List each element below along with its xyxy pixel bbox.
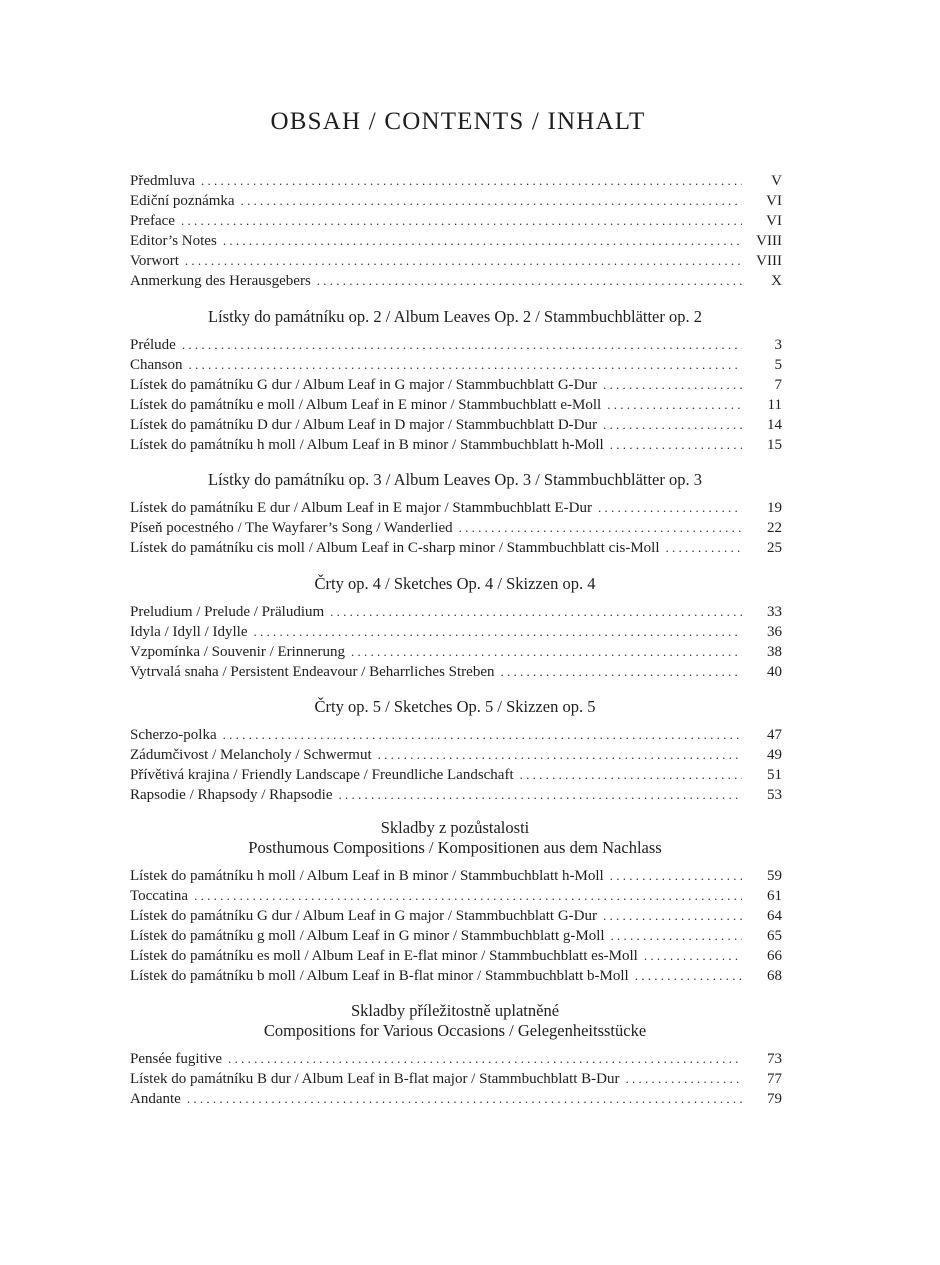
toc-page-number: 66 — [767, 948, 782, 964]
toc-entry — [130, 251, 782, 271]
dot-leader — [635, 966, 742, 986]
toc-entry — [130, 926, 782, 946]
toc-entry-title: Pensée fugitive — [130, 1051, 223, 1067]
toc-entry-title: Andante — [130, 1091, 181, 1107]
toc-entry-title: Píseň pocestného / The Wayfarer’s Song / Wanderlied — [130, 520, 453, 536]
toc-page-number: 25 — [767, 540, 782, 556]
toc-entry-title: Lístek do památníku B dur / Album Leaf in B-flat major / Stammbuchblatt B-Dur — [130, 1071, 620, 1087]
toc-entry-title: Předmluva — [130, 173, 195, 189]
toc-entry-title: Přívětivá krajina / Friendly Landscape / Freundliche Landschaft — [130, 767, 514, 783]
toc-page-number: 15 — [767, 437, 782, 453]
toc-page-number: X — [771, 273, 782, 289]
dot-leader — [610, 866, 742, 886]
toc-entry-title: Scherzo-polka — [130, 727, 217, 743]
toc-page-number: 73 — [767, 1051, 782, 1067]
section-heading-line: Compositions for Various Occasions / Gelegenheitsstücke — [263, 1021, 647, 1040]
toc-entry — [130, 662, 782, 682]
dot-leader — [223, 231, 742, 251]
section-heading-line: Črty op. 4 / Sketches Op. 4 / Skizzen op. 4 — [314, 574, 596, 593]
toc-page-number: 79 — [767, 1091, 782, 1107]
toc-entry-title: Preludium / Prelude / Präludium — [130, 604, 325, 620]
section-heading-line: Posthumous Compositions / Kompositionen aus dem Nachlass — [248, 838, 662, 857]
toc-entry — [130, 355, 782, 375]
toc-entry-title: Lístek do památníku cis moll / Album Leaf in C-sharp minor / Stammbuchblatt cis-Moll — [130, 540, 660, 556]
toc-entry — [130, 395, 782, 415]
dot-leader — [611, 926, 742, 946]
section-heading — [0, 1001, 910, 1041]
section-heading — [0, 574, 910, 594]
dot-leader — [182, 335, 742, 355]
dot-leader — [241, 191, 742, 211]
toc-entry-title: Lístek do památníku D dur / Album Leaf in D major / Stammbuchblatt D-Dur — [130, 417, 597, 433]
toc-page-number: 38 — [767, 644, 782, 660]
dot-leader — [351, 642, 742, 662]
toc-entry-title: Vorwort — [130, 253, 179, 269]
section-heading — [0, 818, 910, 858]
dot-leader — [185, 251, 742, 271]
dot-leader — [189, 355, 743, 375]
section-entry-list — [130, 498, 782, 558]
toc-entry-title: Idyla / Idyll / Idylle — [130, 624, 248, 640]
dot-leader — [317, 271, 742, 291]
toc-entry — [130, 642, 782, 662]
dot-leader — [598, 498, 742, 518]
toc-entry — [130, 518, 782, 538]
toc-entry-title: Rapsodie / Rhapsody / Rhapsodie — [130, 787, 333, 803]
toc-page-number: 11 — [767, 397, 782, 413]
toc-entry — [130, 906, 782, 926]
toc-entry-title: Lístek do památníku G dur / Album Leaf in G major / Stammbuchblatt G-Dur — [130, 377, 597, 393]
toc-page-number: 19 — [767, 500, 782, 516]
toc-page-number: 49 — [767, 747, 782, 763]
section-entry-list — [130, 725, 782, 805]
toc-entry — [130, 1089, 782, 1109]
toc-entry-title: Lístek do památníku h moll / Album Leaf in B minor / Stammbuchblatt h-Moll — [130, 868, 604, 884]
dot-leader — [339, 785, 743, 805]
toc-entry — [130, 866, 782, 886]
front-matter-list — [130, 171, 782, 291]
section-heading-line: Lístky do památníku op. 2 / Album Leaves Op. 2 / Stammbuchblätter op. 2 — [207, 307, 703, 326]
toc-entry — [130, 1049, 782, 1069]
toc-page-number: 14 — [767, 417, 782, 433]
toc-page-number: 53 — [767, 787, 782, 803]
toc-page-number: 5 — [774, 357, 782, 373]
toc-page-number: VI — [766, 213, 782, 229]
toc-page-number: 65 — [767, 928, 782, 944]
toc-entry-title: Zádumčivost / Melancholy / Schwermut — [130, 747, 372, 763]
toc-entry — [130, 271, 782, 291]
dot-leader — [626, 1069, 743, 1089]
section-heading — [0, 307, 910, 327]
toc-entry-title: Preface — [130, 213, 175, 229]
dot-leader — [181, 211, 742, 231]
toc-page-number: 59 — [767, 868, 782, 884]
dot-leader — [603, 375, 742, 395]
toc-page-number: VI — [766, 193, 782, 209]
toc-page-number: 22 — [767, 520, 782, 536]
toc-page-number: 61 — [767, 888, 782, 904]
toc-page-number: VIII — [756, 233, 782, 249]
toc-page-number: V — [771, 173, 782, 189]
dot-leader — [500, 662, 742, 682]
dot-leader — [610, 435, 742, 455]
dot-leader — [330, 602, 742, 622]
toc-entry — [130, 335, 782, 355]
toc-entry — [130, 966, 782, 986]
section-heading — [0, 470, 910, 490]
dot-leader — [378, 745, 742, 765]
toc-page-number: VIII — [756, 253, 782, 269]
dot-leader — [520, 765, 742, 785]
toc-page-number: 3 — [774, 337, 782, 353]
dot-leader — [223, 725, 742, 745]
section-entry-list — [130, 602, 782, 682]
dot-leader — [459, 518, 742, 538]
toc-page-number: 64 — [767, 908, 782, 924]
dot-leader — [607, 395, 742, 415]
toc-page-number: 33 — [767, 604, 782, 620]
toc-entry — [130, 785, 782, 805]
toc-entry — [130, 435, 782, 455]
dot-leader — [253, 622, 742, 642]
toc-page-number: 77 — [767, 1071, 782, 1087]
toc-entry — [130, 375, 782, 395]
toc-entry — [130, 946, 782, 966]
toc-entry-title: Lístek do památníku b moll / Album Leaf in B-flat minor / Stammbuchblatt b-Moll — [130, 968, 629, 984]
toc-entry-title: Vzpomínka / Souvenir / Erinnerung — [130, 644, 345, 660]
toc-page-number: 36 — [767, 624, 782, 640]
toc-entry-title: Lístek do památníku es moll / Album Leaf in E-flat minor / Stammbuchblatt es-Moll — [130, 948, 638, 964]
section-entry-list — [130, 335, 782, 455]
toc-entry — [130, 191, 782, 211]
toc-entry — [130, 498, 782, 518]
dot-leader — [644, 946, 742, 966]
section-entry-list — [130, 866, 782, 986]
toc-entry-title: Ediční poznámka — [130, 193, 235, 209]
toc-entry — [130, 602, 782, 622]
section-entry-list — [130, 1049, 782, 1109]
toc-entry — [130, 211, 782, 231]
section-heading-line: Skladby příležitostně uplatněné — [350, 1001, 560, 1020]
dot-leader — [603, 415, 742, 435]
toc-entry — [130, 171, 782, 191]
toc-entry — [130, 1069, 782, 1089]
toc-entry — [130, 231, 782, 251]
section-heading — [0, 697, 910, 717]
dot-leader — [194, 886, 742, 906]
toc-entry — [130, 538, 782, 558]
toc-entry — [130, 765, 782, 785]
toc-entry-title: Lístek do památníku E dur / Album Leaf in E major / Stammbuchblatt E-Dur — [130, 500, 592, 516]
dot-leader — [187, 1089, 742, 1109]
toc-entry-title: Chanson — [130, 357, 183, 373]
section-heading-line: Črty op. 5 / Sketches Op. 5 / Skizzen op. 5 — [314, 697, 596, 716]
toc-entry — [130, 725, 782, 745]
toc-entry-title: Lístek do památníku h moll / Album Leaf in B minor / Stammbuchblatt h-Moll — [130, 437, 604, 453]
toc-page-number: 47 — [767, 727, 782, 743]
toc-entry-title: Toccatina — [130, 888, 189, 904]
toc-entry-title: Lístek do památníku g moll / Album Leaf in G minor / Stammbuchblatt g-Moll — [130, 928, 605, 944]
toc-entry — [130, 622, 782, 642]
section-heading-line: Skladby z pozůstalosti — [380, 818, 530, 837]
toc-entry — [130, 745, 782, 765]
dot-leader — [603, 906, 742, 926]
toc-page-number: 51 — [767, 767, 782, 783]
section-heading-line: Lístky do památníku op. 3 / Album Leaves Op. 3 / Stammbuchblätter op. 3 — [207, 470, 703, 489]
toc-entry — [130, 415, 782, 435]
toc-page-number: 7 — [774, 377, 782, 393]
toc-entry-title: Lístek do památníku G dur / Album Leaf in G major / Stammbuchblatt G-Dur — [130, 908, 597, 924]
toc-entry-title: Prélude — [130, 337, 176, 353]
toc-entry-title: Vytrvalá snaha / Persistent Endeavour / Beharrliches Streben — [130, 664, 495, 680]
page-title: OBSAH / CONTENTS / INHALT — [270, 108, 646, 135]
toc-entry — [130, 886, 782, 906]
toc-entry-title: Anmerkung des Herausgebers — [130, 273, 311, 289]
toc-entry-title: Lístek do památníku e moll / Album Leaf in E minor / Stammbuchblatt e-Moll — [130, 397, 602, 413]
dot-leader — [666, 538, 742, 558]
dot-leader — [228, 1049, 742, 1069]
toc-page-number: 68 — [767, 968, 782, 984]
dot-leader — [201, 171, 742, 191]
toc-page-number: 40 — [767, 664, 782, 680]
toc-entry-title: Editor’s Notes — [130, 233, 217, 249]
